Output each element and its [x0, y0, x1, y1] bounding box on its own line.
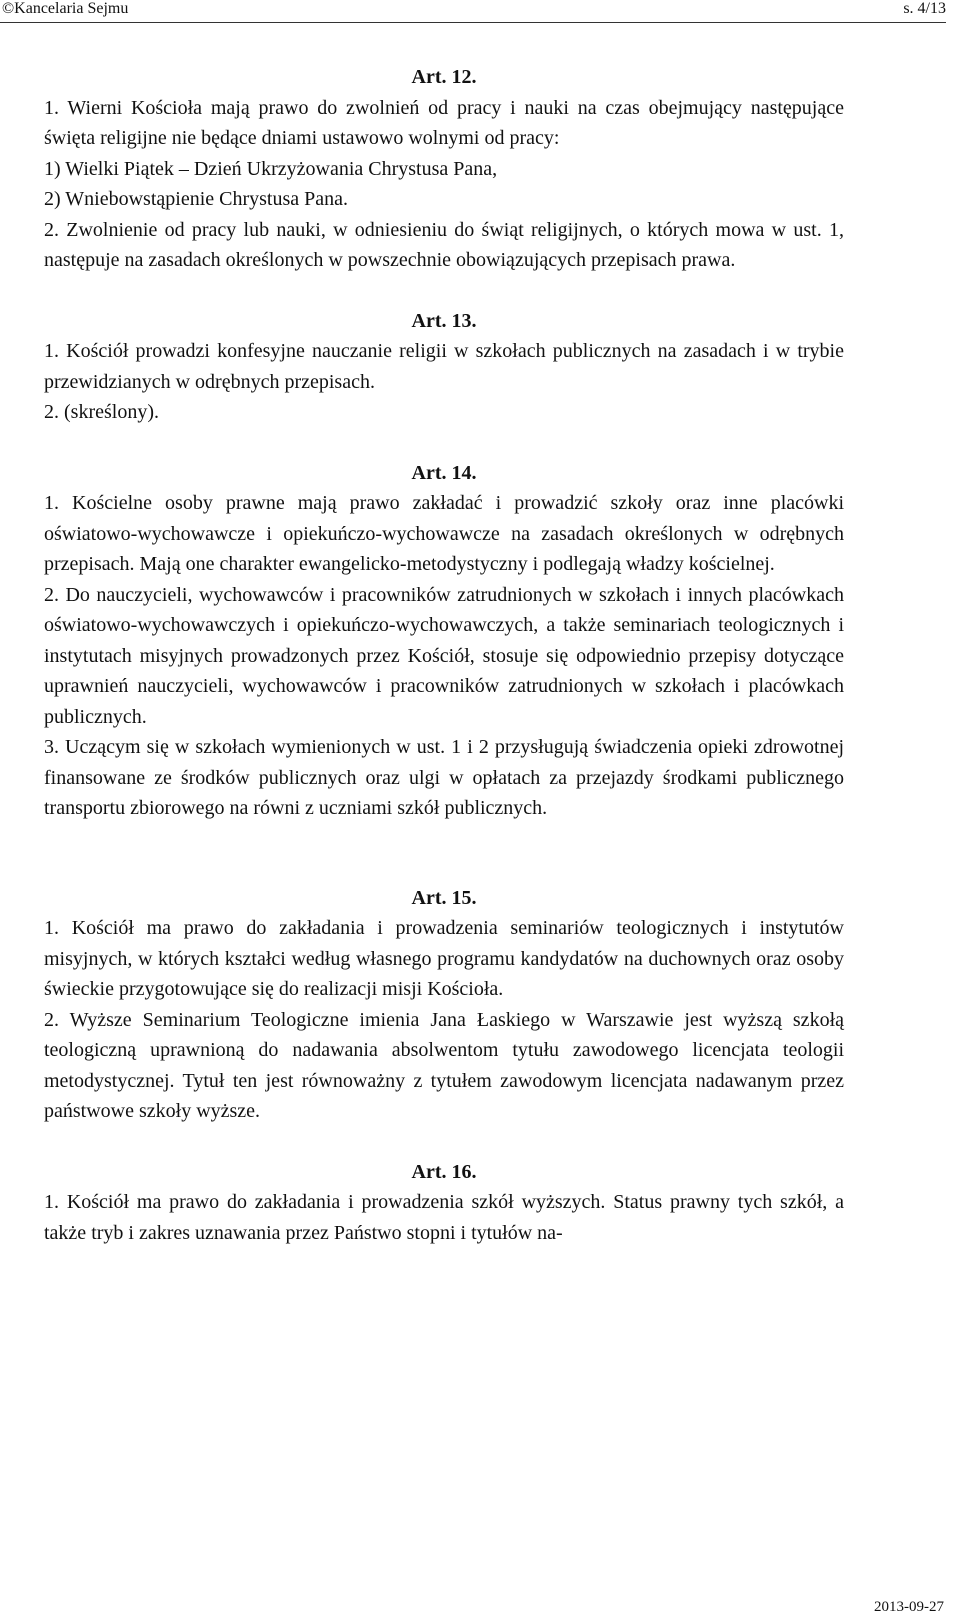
article-16-para-1: 1. Kościół ma prawo do zakładania i prowadzenia szkół wyższych. Status prawny tych szkół, a także tryb i zakres uznawania przez Państwo stopni i tytułów na-	[44, 1191, 844, 1244]
page-number: s. 4/13	[903, 0, 946, 17]
copyright-label: ©Kancelaria Sejmu	[2, 0, 129, 17]
article-12-title: Art. 12.	[411, 66, 477, 88]
footer-date: 2013-09-27	[874, 1599, 944, 1615]
article-14-para-2: 2. Do nauczycieli, wychowawców i pracowników zatrudnionych w szkołach i innych placówkach oświatowo-wychowawczych i opiekuńczo-wychowawczych, a także seminariach teologicznych i instytutach misyjnych prowadzonych przez Kościół, stosuje się odpowiednio przepisy dotyczące uprawnień nauczycieli, wychowawców i pracowników zatrudnionych w szkołach i placówkach publicznych.	[44, 583, 844, 728]
header-divider	[0, 22, 946, 23]
article-15-title: Art. 15.	[411, 886, 477, 909]
article-13-para-2: 2. (skreślony).	[44, 401, 159, 423]
spacer	[44, 428, 844, 458]
article-14-title: Art. 14.	[411, 461, 477, 484]
spacer	[44, 276, 844, 306]
article-15-para-2: 2. Wyższe Seminarium Teologiczne imienia Jana Łaskiego w Warszawie jest wyższą szkołą teologiczną uprawnioną do nadawania absolwentom tytułu zawodowego licencjata teologii metodystycznej. Tytuł ten jest równoważny z tytułem zawodowym licencjata nadawanym przez państwowe szkoły wyższe.	[44, 1008, 844, 1122]
article-16-title: Art. 16.	[411, 1160, 477, 1183]
article-14-para-1: 1. Kościelne osoby prawne mają prawo zakładać i prowadzić szkoły oraz inne placówki oświatowo-wychowawcze i opiekuńczo-wychowawcze na zasadach określonych w odrębnych przepisach. Mają one charakter ewangelicko-metodystyczny i podlegają władzy kościelnej.	[44, 492, 844, 575]
spacer	[44, 824, 844, 883]
page-header	[0, 0, 960, 22]
document-body	[44, 62, 844, 1248]
article-14-para-3: 3. Uczącym się w szkołach wymienionych w ust. 1 i 2 przysługują świadczenia opieki zdrowotnej finansowane ze środków publicznych oraz ulgi w opłatach za przejazdy środkami publicznego transportu zbiorowego na równi z uczniami szkół publicznych.	[44, 736, 844, 819]
article-12-para-1: 1. Wierni Kościoła mają prawo do zwolnień od pracy i nauki na czas obejmujący następujące święta religijne nie będące dniami ustawowo wolnymi od pracy:	[44, 96, 844, 149]
article-12-item-2: 2) Wniebowstąpienie Chrystusa Pana.	[44, 188, 349, 210]
article-12-item-1: 1) Wielki Piątek – Dzień Ukrzyżowania Chrystusa Pana,	[44, 157, 498, 180]
article-13-title: Art. 13.	[411, 309, 477, 332]
article-12-para-2: 2. Zwolnienie od pracy lub nauki, w odniesieniu do świąt religijnych, o których mowa w ust. 1, następuje na zasadach określonych w powszechnie obowiązujących przepisach prawa.	[44, 218, 844, 271]
article-13-para-1: 1. Kościół prowadzi konfesyjne nauczanie religii w szkołach publicznych na zasadach i w trybie przewidzianych w odrębnych przepisach.	[44, 340, 844, 393]
spacer	[44, 1127, 844, 1157]
article-15-para-1: 1. Kościół ma prawo do zakładania i prowadzenia seminariów teologicznych i instytutów misyjnych, w których kształci według własnego programu kandydatów na duchownych oraz osoby świeckie przygotowujące się do realizacji misji Kościoła.	[44, 917, 844, 1000]
